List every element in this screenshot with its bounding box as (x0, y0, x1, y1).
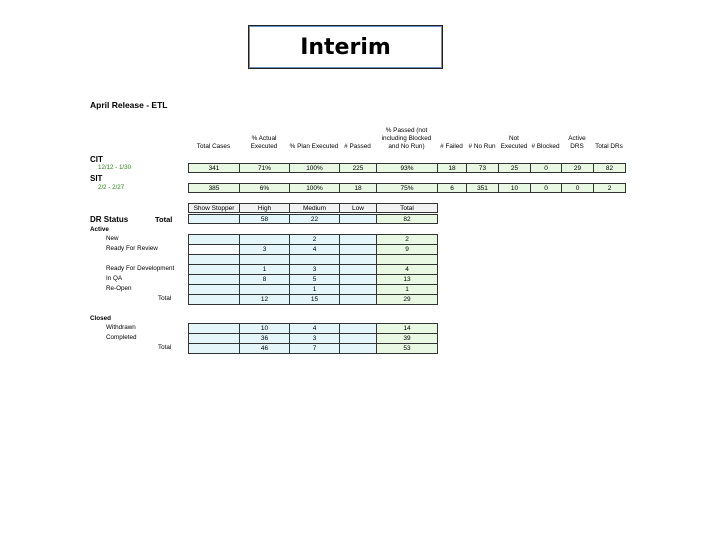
table-cell: 0 (530, 183, 562, 193)
dr-header-cell: Show Stopper (188, 203, 240, 213)
dr-cell (188, 294, 240, 305)
dr-cell: 1 (289, 284, 340, 295)
dr-row-total-label: Total (158, 344, 172, 351)
column-header: # Failed (440, 143, 463, 150)
date-range: 12/12 - 1/30 (98, 164, 132, 171)
dr-header-cell: Total (376, 203, 438, 213)
dr-cell (339, 294, 377, 305)
dr-cell: 7 (289, 343, 340, 354)
table-cell: 6 (437, 183, 467, 193)
dr-cell: 8 (239, 274, 290, 285)
dr-cell: 15 (289, 294, 340, 305)
dr-row-label: New (106, 235, 119, 242)
dr-cell: 53 (376, 343, 438, 354)
dr-summary-cell (339, 214, 377, 224)
column-header: # Passed (344, 143, 371, 150)
column-header: Active DRS (568, 135, 586, 150)
table-cell: 10 (498, 183, 531, 193)
dr-cell: 4 (289, 244, 340, 255)
dr-summary-cell: 22 (289, 214, 340, 224)
dr-cell: 9 (376, 244, 438, 255)
column-header: # Blocked (531, 143, 560, 150)
dr-total-label: Total (155, 215, 173, 224)
dr-header-cell: Low (339, 203, 377, 213)
closed-label: Closed (90, 315, 111, 322)
dr-cell (188, 343, 240, 354)
column-header: % Plan Executed (289, 143, 339, 150)
dr-row-label: Withdrawn (106, 324, 136, 331)
dr-cell: 5 (289, 274, 340, 285)
dr-summary-cell (188, 214, 240, 224)
dr-cell: 4 (289, 323, 340, 334)
table-cell: 100% (289, 163, 340, 173)
dr-row-label: Re-Open (106, 285, 132, 292)
dr-cell: 29 (376, 294, 438, 305)
dr-row-label: Ready For Development (106, 265, 175, 272)
section-label: CIT (90, 155, 103, 164)
dr-cell: 4 (376, 264, 438, 275)
dr-row-label: In QA (106, 275, 123, 282)
dr-cell: 1 (239, 264, 290, 275)
dr-header-cell: High (239, 203, 290, 213)
dr-cell: 1 (376, 284, 438, 295)
table-cell: 2 (593, 183, 626, 193)
dr-row-label: Ready For Review (106, 245, 158, 252)
table-cell: 73 (466, 163, 499, 173)
dr-row-total-label: Total (158, 295, 172, 302)
dr-summary-cell: 82 (376, 214, 438, 224)
table-cell: 71% (239, 163, 290, 173)
table-cell: 341 (188, 163, 240, 173)
table-cell: 100% (289, 183, 340, 193)
column-header: Total DRs (595, 143, 623, 150)
page-title: Interim (248, 25, 443, 69)
dr-cell (339, 343, 377, 354)
section-label: SIT (90, 174, 103, 183)
dr-cell: 3 (239, 244, 290, 255)
dr-cell: 2 (289, 234, 340, 245)
release-label: April Release - ETL (90, 100, 168, 110)
dr-cell: 14 (376, 323, 438, 334)
table-cell: 75% (376, 183, 438, 193)
table-cell: 225 (339, 163, 377, 173)
table-cell: 385 (188, 183, 240, 193)
column-header: % Passed (not including Blocked and No Run) (381, 127, 432, 150)
dr-header-cell: Medium (289, 203, 340, 213)
table-cell: 93% (376, 163, 438, 173)
table-cell: 351 (466, 183, 499, 193)
table-cell: 18 (339, 183, 377, 193)
column-header: Not Executed (500, 135, 528, 150)
date-range: 2/2 - 2/27 (98, 184, 125, 191)
table-cell: 82 (593, 163, 626, 173)
dr-cell: 3 (289, 333, 340, 344)
dr-cell: 39 (376, 333, 438, 344)
dr-cell: 10 (239, 323, 290, 334)
dr-cell: 2 (376, 234, 438, 245)
dr-summary-cell: 58 (239, 214, 290, 224)
table-cell: 25 (498, 163, 531, 173)
dr-cell: 13 (376, 274, 438, 285)
dr-cell: 46 (239, 343, 290, 354)
active-label: Active (90, 226, 109, 233)
dr-row-label: Completed (106, 334, 137, 341)
table-cell: 0 (530, 163, 562, 173)
column-header: % Actual Executed (250, 135, 278, 150)
table-cell: 18 (437, 163, 467, 173)
table-cell: 29 (561, 163, 594, 173)
table-cell: 0 (561, 183, 594, 193)
dr-cell: 12 (239, 294, 290, 305)
dr-status-title: DR Status (90, 215, 129, 224)
table-cell: 6% (239, 183, 290, 193)
column-header: # No Run (468, 143, 496, 150)
dr-cell: 3 (289, 264, 340, 275)
dr-cell: 36 (239, 333, 290, 344)
column-header: Total Cases (196, 143, 231, 150)
